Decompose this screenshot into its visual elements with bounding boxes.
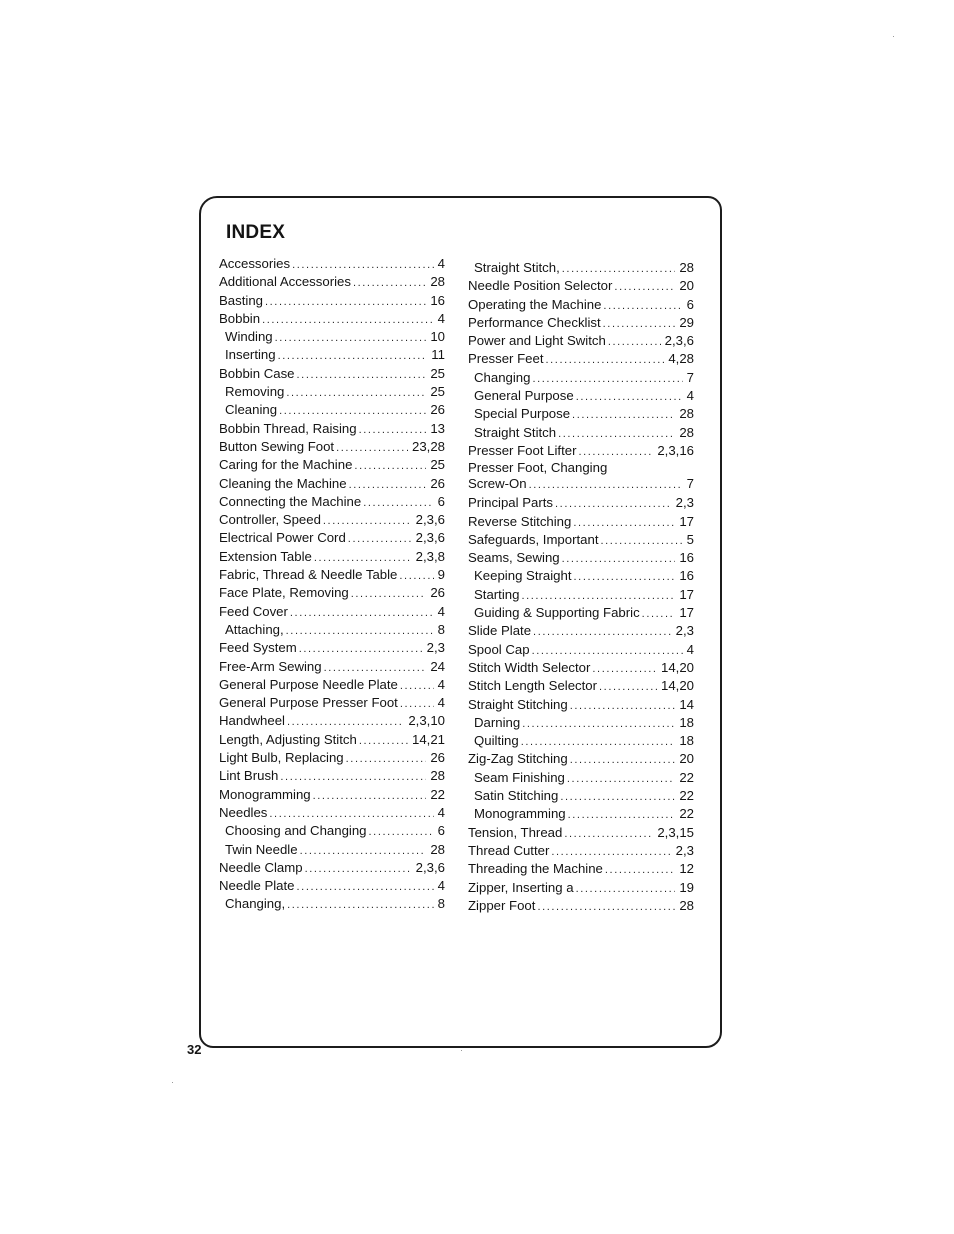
- index-title: INDEX: [226, 222, 286, 243]
- dot-leader: [354, 457, 426, 475]
- dot-leader: [275, 329, 427, 347]
- entry-page: 4: [437, 695, 445, 711]
- entry-page: 10: [430, 329, 445, 345]
- entry-page: 17: [679, 586, 694, 602]
- entry-label: Tension, Thread: [468, 824, 563, 840]
- entry-label: Power and Light Switch: [468, 333, 606, 349]
- dot-leader: [290, 604, 434, 622]
- index-entry: [219, 584, 445, 602]
- dot-leader: [369, 823, 434, 841]
- index-entry: [468, 277, 694, 295]
- dot-leader: [305, 860, 412, 878]
- entry-line: [468, 475, 694, 494]
- dot-leader: [564, 825, 653, 843]
- index-entry: [468, 405, 694, 423]
- entry-label: Button Sewing Foot: [219, 438, 335, 454]
- entry-page: 25: [430, 457, 445, 473]
- entry-label: Lint Brush: [219, 768, 279, 784]
- index-entry: [468, 442, 694, 460]
- entry-label: Monogramming: [219, 786, 311, 802]
- index-entry: [219, 566, 445, 584]
- entry-page: 16: [430, 292, 445, 308]
- dot-leader: [574, 568, 676, 586]
- dot-leader: [262, 311, 434, 329]
- entry-page: 8: [437, 896, 445, 912]
- index-entry: [219, 859, 445, 877]
- entry-label: Choosing and Changing: [225, 823, 367, 839]
- entry-page: 19: [679, 879, 694, 895]
- index-entry: [219, 475, 445, 493]
- dot-leader: [642, 605, 676, 623]
- dot-leader: [600, 532, 682, 550]
- entry-label: Straight Stitch,: [474, 260, 560, 275]
- entry-page: 11: [431, 347, 445, 363]
- index-entry: [219, 365, 445, 383]
- dot-leader: [562, 550, 676, 568]
- index-entry: [219, 511, 445, 529]
- entry-label: Thread Cutter: [468, 842, 550, 858]
- index-entry: [219, 529, 445, 547]
- dot-leader: [278, 347, 428, 365]
- entry-label: Presser Foot, Changing: [468, 460, 608, 476]
- entry-page: 2,3,10: [408, 713, 445, 729]
- entry-label: Handwheel: [219, 713, 285, 729]
- index-entry: [468, 531, 694, 549]
- dot-leader: [546, 351, 665, 369]
- scan-speck: [461, 1050, 462, 1051]
- index-entry: [468, 259, 694, 277]
- entry-page: 22: [679, 788, 694, 804]
- entry-label: Stitch Length Selector: [468, 678, 598, 694]
- index-entry: [219, 767, 445, 785]
- index-column-right: [468, 259, 694, 915]
- entry-page: 16: [679, 568, 694, 584]
- dot-leader: [572, 406, 675, 424]
- entry-label: Special Purpose: [474, 406, 571, 422]
- entry-label: Seam Finishing: [474, 769, 565, 785]
- dot-leader: [570, 751, 676, 769]
- index-entry: [468, 369, 694, 387]
- dot-leader: [314, 549, 412, 567]
- entry-page: 12: [679, 861, 694, 877]
- dot-leader: [280, 768, 426, 786]
- dot-leader: [578, 443, 653, 461]
- index-entry: [468, 696, 694, 714]
- entry-label: Satin Stitching: [474, 788, 559, 804]
- index-entry: [219, 786, 445, 804]
- entry-page: 28: [679, 897, 694, 913]
- entry-label: Bobbin Case: [219, 365, 295, 381]
- dot-leader: [570, 697, 676, 715]
- entry-label: Basting: [219, 292, 263, 308]
- dot-leader: [608, 333, 661, 351]
- entry-page: 2,3,6: [664, 333, 694, 349]
- page-number: 32: [187, 1042, 202, 1057]
- entry-label: Stitch Width Selector: [468, 659, 591, 675]
- index-entry: [219, 877, 445, 895]
- entry-label: Controller, Speed: [219, 512, 321, 528]
- dot-leader: [297, 878, 434, 896]
- entry-page: 18: [679, 733, 694, 749]
- entry-label: Straight Stitch: [474, 424, 557, 440]
- entry-page: 4: [686, 641, 694, 657]
- index-entry: [219, 438, 445, 456]
- dot-leader: [400, 695, 434, 713]
- index-entry: [468, 732, 694, 750]
- dot-leader: [351, 585, 427, 603]
- index-entry: [219, 621, 445, 639]
- index-entry: [219, 822, 445, 840]
- entry-label: Reverse Stitching: [468, 513, 572, 529]
- entry-page: 28: [679, 406, 694, 422]
- dot-leader: [399, 567, 433, 585]
- entry-page: 16: [679, 550, 694, 566]
- entry-page: 4,28: [668, 351, 694, 367]
- dot-leader: [359, 732, 408, 750]
- entry-label: Needle Plate: [219, 878, 295, 894]
- entry-page: 20: [679, 751, 694, 767]
- index-entry: [219, 676, 445, 694]
- dot-leader: [603, 315, 676, 333]
- dot-leader: [353, 274, 426, 292]
- dot-leader: [576, 880, 676, 898]
- index-entry: [468, 604, 694, 622]
- index-entry: [468, 750, 694, 768]
- index-entry: [468, 460, 694, 494]
- dot-leader: [299, 640, 423, 658]
- dot-leader: [346, 750, 427, 768]
- dot-leader: [349, 476, 427, 494]
- entry-page: 2,3,15: [657, 824, 694, 840]
- dot-leader: [286, 384, 426, 402]
- dot-leader: [567, 770, 675, 788]
- index-entry: [219, 292, 445, 310]
- index-entry: [468, 494, 694, 512]
- entry-label: General Purpose: [474, 388, 574, 404]
- index-entry: [468, 350, 694, 368]
- index-entry: [468, 897, 694, 915]
- index-entry: [219, 712, 445, 730]
- entry-label: Changing,: [225, 896, 286, 912]
- entry-page: 2,3,6: [415, 512, 445, 528]
- entry-page: 4: [437, 878, 445, 894]
- entry-label: Performance Checklist: [468, 314, 601, 330]
- dot-leader: [521, 587, 675, 605]
- dot-leader: [279, 402, 426, 420]
- entry-label: Straight Stitching: [468, 696, 568, 712]
- index-entry: [468, 513, 694, 531]
- dot-leader: [336, 439, 408, 457]
- entry-page: 4: [686, 388, 694, 404]
- entry-page: 28: [679, 424, 694, 440]
- entry-page: 9: [437, 567, 445, 583]
- entry-label: Cleaning: [225, 402, 278, 418]
- entry-label: Cleaning the Machine: [219, 475, 347, 491]
- index-entry: [468, 842, 694, 860]
- dot-leader: [286, 622, 434, 640]
- index-entry: [219, 255, 445, 273]
- entry-page: 25: [430, 384, 445, 400]
- dot-leader: [297, 366, 427, 384]
- entry-label: Seams, Sewing: [468, 550, 560, 566]
- index-column-left: [219, 255, 445, 914]
- index-entry: [219, 420, 445, 438]
- dot-leader: [323, 512, 412, 530]
- index-entry: [468, 659, 694, 677]
- dot-leader: [359, 421, 427, 439]
- dot-leader: [603, 297, 682, 315]
- entry-label: Length, Adjusting Stitch: [219, 731, 357, 747]
- entry-page: 7: [686, 369, 694, 385]
- index-entry: [219, 383, 445, 401]
- entry-label: Extension Table: [219, 548, 312, 564]
- index-entry: [468, 549, 694, 567]
- index-entry: [468, 622, 694, 640]
- dot-leader: [605, 861, 675, 879]
- index-entry: [219, 603, 445, 621]
- dot-leader: [287, 896, 434, 914]
- entry-page: 4: [437, 256, 445, 271]
- dot-leader: [522, 715, 675, 733]
- entry-page: 7: [686, 476, 694, 492]
- entry-page: 2,3,8: [415, 548, 445, 564]
- entry-label: Additional Accessories: [219, 274, 351, 290]
- entry-label: Caring for the Machine: [219, 457, 353, 473]
- dot-leader: [614, 278, 675, 296]
- dot-leader: [292, 256, 434, 274]
- entry-page: 28: [430, 841, 445, 857]
- entry-label: Guiding & Supporting Fabric: [474, 605, 640, 621]
- dot-leader: [363, 494, 433, 512]
- entry-page: 6: [437, 823, 445, 839]
- dot-leader: [537, 898, 675, 916]
- index-entry: [219, 310, 445, 328]
- index-entry: [468, 714, 694, 732]
- entry-label: Keeping Straight: [474, 568, 572, 584]
- entry-page: 26: [430, 402, 445, 418]
- entry-label: Accessories: [219, 256, 291, 271]
- entry-page: 20: [679, 278, 694, 294]
- index-entry: [468, 332, 694, 350]
- entry-label: Needle Position Selector: [468, 278, 613, 294]
- index-entry: [468, 860, 694, 878]
- entry-label: Principal Parts: [468, 495, 554, 511]
- entry-label: Feed Cover: [219, 603, 288, 619]
- entry-label: Attaching,: [225, 621, 284, 637]
- index-entry: [468, 567, 694, 585]
- index-entry: [219, 749, 445, 767]
- entry-page: 2,3: [675, 495, 694, 511]
- entry-page: 2,3: [426, 640, 445, 656]
- index-entry: [219, 493, 445, 511]
- index-entry: [219, 401, 445, 419]
- entry-page: 14,21: [411, 731, 445, 747]
- entry-label: Operating the Machine: [468, 296, 602, 312]
- dot-leader: [551, 843, 671, 861]
- dot-leader: [558, 425, 675, 443]
- entry-label: Inserting: [225, 347, 276, 363]
- entry-label: Face Plate, Removing: [219, 585, 349, 601]
- dot-leader: [533, 623, 672, 641]
- entry-page: 22: [679, 806, 694, 822]
- dot-leader: [529, 477, 683, 494]
- index-entry: [468, 314, 694, 332]
- entry-label: Slide Plate: [468, 623, 532, 639]
- entry-label: Light Bulb, Replacing: [219, 750, 344, 766]
- dot-leader: [555, 495, 672, 513]
- dot-leader: [269, 805, 433, 823]
- index-entry: [219, 328, 445, 346]
- index-entry: [468, 296, 694, 314]
- index-entry: [219, 658, 445, 676]
- entry-page: 26: [430, 475, 445, 491]
- dot-leader: [313, 787, 427, 805]
- index-entry: [468, 677, 694, 695]
- scan-speck: [172, 1082, 173, 1083]
- dot-leader: [599, 678, 657, 696]
- dot-leader: [576, 388, 683, 406]
- index-entry: [219, 841, 445, 859]
- dot-leader: [592, 660, 657, 678]
- entry-page: 23,28: [411, 438, 445, 454]
- entry-label: Zipper, Inserting a: [468, 879, 574, 895]
- entry-label: Starting: [474, 586, 520, 602]
- index-entry: [468, 586, 694, 604]
- entry-page: 22: [430, 786, 445, 802]
- index-entry: [468, 805, 694, 823]
- index-entry: [219, 804, 445, 822]
- dot-leader: [573, 514, 675, 532]
- entry-page: 6: [437, 493, 445, 509]
- index-entry: [219, 895, 445, 913]
- dot-leader: [324, 659, 427, 677]
- entry-page: 4: [437, 603, 445, 619]
- entry-page: 26: [430, 585, 445, 601]
- index-entry: [219, 273, 445, 291]
- entry-label: Presser Feet: [468, 351, 544, 367]
- entry-label: Needle Clamp: [219, 859, 303, 875]
- entry-sublabel: Screw-On: [468, 476, 527, 492]
- index-entry: [468, 641, 694, 659]
- dot-leader: [265, 293, 426, 311]
- dot-leader: [560, 788, 675, 806]
- dot-leader: [400, 677, 434, 695]
- dot-leader: [300, 842, 427, 860]
- entry-label: Removing: [225, 384, 285, 400]
- entry-label: Winding: [225, 329, 273, 345]
- entry-page: 22: [679, 769, 694, 785]
- entry-page: 29: [679, 314, 694, 330]
- entry-page: 17: [679, 605, 694, 621]
- entry-label: Fabric, Thread & Needle Table: [219, 567, 398, 583]
- index-entry: [219, 694, 445, 712]
- entry-label: Darning: [474, 714, 521, 730]
- index-entry: [219, 639, 445, 657]
- dot-leader: [562, 260, 676, 278]
- entry-page: 2,3,6: [415, 859, 445, 875]
- entry-page: 18: [679, 714, 694, 730]
- index-entry: [468, 769, 694, 787]
- entry-label: Quilting: [474, 733, 519, 749]
- entry-label: Zipper Foot: [468, 897, 536, 913]
- scan-speck: [893, 36, 894, 37]
- index-entry: [219, 548, 445, 566]
- dot-leader: [532, 642, 683, 660]
- entry-page: 4: [437, 804, 445, 820]
- entry-page: 4: [437, 676, 445, 692]
- entry-page: 13: [430, 420, 445, 436]
- index-entry: [219, 456, 445, 474]
- entry-page: 2,3,6: [415, 530, 445, 546]
- entry-page: 5: [686, 531, 694, 547]
- entry-label: Connecting the Machine: [219, 493, 362, 509]
- entry-label: Feed System: [219, 640, 297, 656]
- dot-leader: [348, 530, 412, 548]
- entry-page: 25: [430, 365, 445, 381]
- entry-page: 28: [430, 274, 445, 290]
- entry-page: 6: [686, 296, 694, 312]
- index-entry: [468, 787, 694, 805]
- entry-page: 14: [679, 696, 694, 712]
- entry-label: Threading the Machine: [468, 861, 603, 877]
- entry-page: 2,3,16: [657, 442, 694, 458]
- index-entry: [219, 346, 445, 364]
- dot-leader: [287, 713, 404, 731]
- entry-page: 26: [430, 750, 445, 766]
- dot-leader: [532, 370, 682, 388]
- entry-label: Needles: [219, 804, 268, 820]
- entry-label: General Purpose Needle Plate: [219, 676, 398, 692]
- index-entry: [468, 387, 694, 405]
- index-entry: [219, 731, 445, 749]
- entry-page: 14,20: [660, 659, 694, 675]
- entry-label: Spool Cap: [468, 641, 530, 657]
- entry-page: 14,20: [660, 678, 694, 694]
- index-entry: [468, 424, 694, 442]
- entry-page: 28: [679, 260, 694, 275]
- entry-page: 8: [437, 621, 445, 637]
- entry-label: Bobbin Thread, Raising: [219, 420, 357, 436]
- entry-label: General Purpose Presser Foot: [219, 695, 398, 711]
- entry-label: Twin Needle: [225, 841, 298, 857]
- entry-page: 17: [679, 513, 694, 529]
- entry-page: 4: [437, 310, 445, 326]
- dot-leader: [521, 733, 676, 751]
- entry-label: Safeguards, Important: [468, 531, 599, 547]
- entry-label: Bobbin: [219, 310, 261, 326]
- entry-label: Electrical Power Cord: [219, 530, 346, 546]
- dot-leader: [568, 806, 676, 824]
- entry-label: Changing: [474, 369, 531, 385]
- index-entry: [468, 824, 694, 842]
- entry-label: Monogramming: [474, 806, 566, 822]
- entry-page: 2,3: [675, 623, 694, 639]
- index-entry: [468, 879, 694, 897]
- entry-label: Zig-Zag Stitching: [468, 751, 568, 767]
- entry-page: 2,3: [675, 842, 694, 858]
- entry-page: 28: [430, 768, 445, 784]
- entry-page: 24: [430, 658, 445, 674]
- entry-label: Free-Arm Sewing: [219, 658, 322, 674]
- entry-label: Presser Foot Lifter: [468, 442, 577, 458]
